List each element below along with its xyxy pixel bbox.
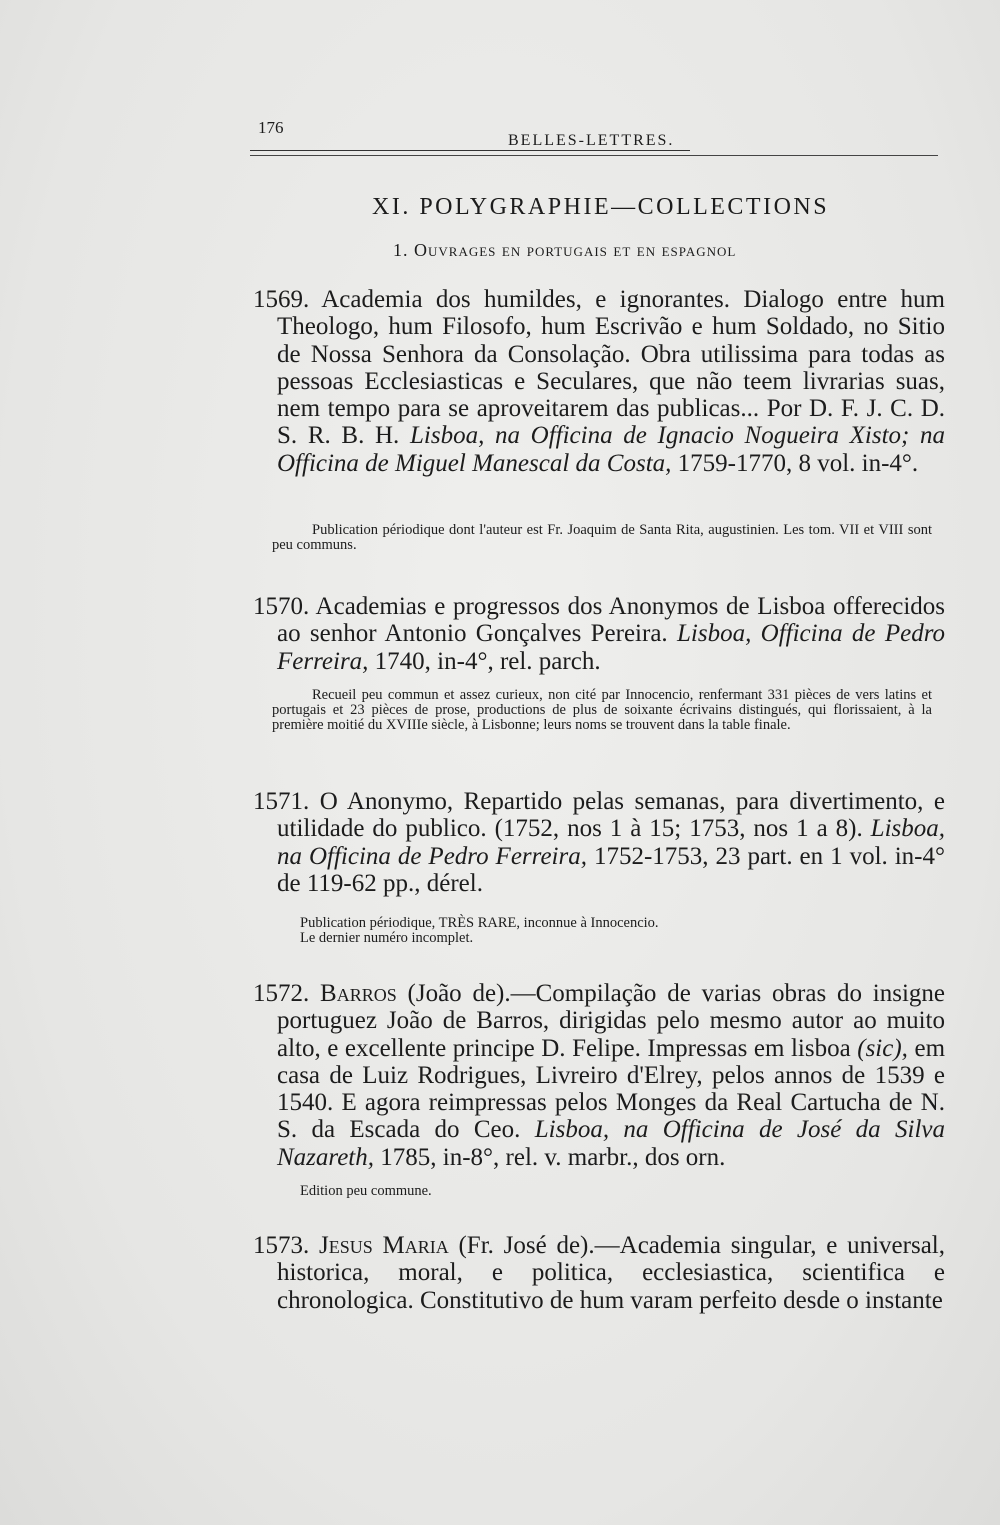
running-head <box>250 118 938 162</box>
header-rule-long <box>250 155 938 156</box>
section-title: XI. POLYGRAPHIE—COLLECTIONS <box>372 194 830 220</box>
entry-sic: (sic), <box>857 1034 908 1062</box>
entry-collation: 1752-1753, 23 part. en 1 vol. in-4° de 119-62 pp., dérel. <box>277 842 945 897</box>
entry-author-detail: (Fr. José de). <box>458 1232 595 1259</box>
entry-1570 <box>253 593 946 675</box>
entry-text: —Compilação de varias obras do insigne portuguez João de Barros, dirigidas pelo mesmo autor ao muito alto, e excellente principe D. Felipe. Impressas em lisboa <box>277 980 945 1062</box>
entry-number: 1571. <box>253 788 310 815</box>
entry-imprint: Lisboa, na Officina de Pedro Ferreira, <box>277 815 946 870</box>
entry-author: Jesus Maria <box>319 1232 449 1259</box>
note-line: Le dernier numéro incomplet. <box>300 930 474 946</box>
subsection-number: 1. <box>393 240 409 260</box>
entry-text: Academias e progressos dos Anonymos de Lisboa offerecidos ao senhor Antonio Gonçalves Pereira. <box>277 593 946 648</box>
entry-1572 <box>253 980 946 1171</box>
entry-number: 1570. <box>253 593 310 620</box>
entry-collation: 1740, in-4°, rel. parch. <box>374 647 601 675</box>
note-line: Publication périodique, TRÈS RARE, inconnue à Innocencio. <box>300 915 659 931</box>
entry-1569 <box>253 286 946 477</box>
entry-text-cont: em casa de Luiz Rodrigues, Livreiro d'Elrey, pelos annos de 1539 e 1540. E agora reimpressas pelos Monges da Real Cartucha de N. S. da Escada do Ceo. <box>277 1034 946 1144</box>
entry-collation: 1759-1770, 8 vol. in-4°. <box>677 449 919 477</box>
entry-note-1569: Publication périodique dont l'auteur est Fr. Joaquim de Santa Rita, augustinien. Les tom. VII et VIII sont peu communs. <box>272 522 932 553</box>
entry-number: 1573. <box>253 1232 310 1259</box>
entry-text: O Anonymo, Repartido pelas semanas, para divertimento, e utilidade do publico. (1752, nos 1 à 15; 1753, nos 1 a 8). <box>277 788 945 843</box>
entry-note-1572: Edition peu commune. <box>300 1183 432 1199</box>
entry-note-1571 <box>272 916 932 946</box>
entry-text: —Academia singular, e universal, historica, moral, e politica, ecclesiastica, scientifica e chronologica. Constitutivo de hum varam perfeito desde o instante <box>277 1232 945 1314</box>
entry-number: 1572. <box>253 980 310 1007</box>
entry-author-detail: (João de). <box>407 980 511 1007</box>
entry-author: Barros <box>320 980 397 1007</box>
entry-number: 1569. <box>253 286 310 313</box>
subsection-label: Ouvrages en portugais et en espagnol <box>414 240 737 260</box>
entry-note-1570: Recueil peu commun et assez curieux, non cité par Innocencio, renfermant 331 pièces de vers latins et portugais et 23 pièces de prose, productions de plus de soixante écrivains distingués, qui florissaient, à la première moitié du XVIIIe siècle, à Lisbonne; leurs noms se trouvent dans la table finale. <box>272 687 932 733</box>
entry-1573 <box>253 1232 945 1314</box>
entry-imprint: Lisboa, na Officina de Ignacio Nogueira Xisto; na Officina de Miguel Manescal da Costa, <box>277 422 946 477</box>
page-number: 176 <box>258 118 284 137</box>
header-rule <box>250 150 690 151</box>
entry-text: Academia dos humildes, e ignorantes. Dialogo entre hum Theologo, hum Filosofo, hum Escrivão e hum Soldado, no Sitio de Nossa Senhora da Consolação. Obra utilissima para todas as pessoas Ecclesiasticas e Seculares, que não teem livrarias suas, nem tempo para se aproveitarem das publicas... Por D. F. J. C. D. S. R. B. H. <box>277 286 945 450</box>
entry-collation: 1785, in-8°, rel. v. marbr., dos orn. <box>380 1143 726 1171</box>
entry-imprint: Lisboa, Officina de Pedro Ferreira, <box>277 620 945 675</box>
entry-imprint: Lisboa, na Officina de José da Silva Nazareth, <box>277 1116 945 1171</box>
running-title: BELLES-LETTRES. <box>508 132 675 149</box>
entry-1571 <box>253 788 946 897</box>
subsection-title <box>393 240 736 261</box>
